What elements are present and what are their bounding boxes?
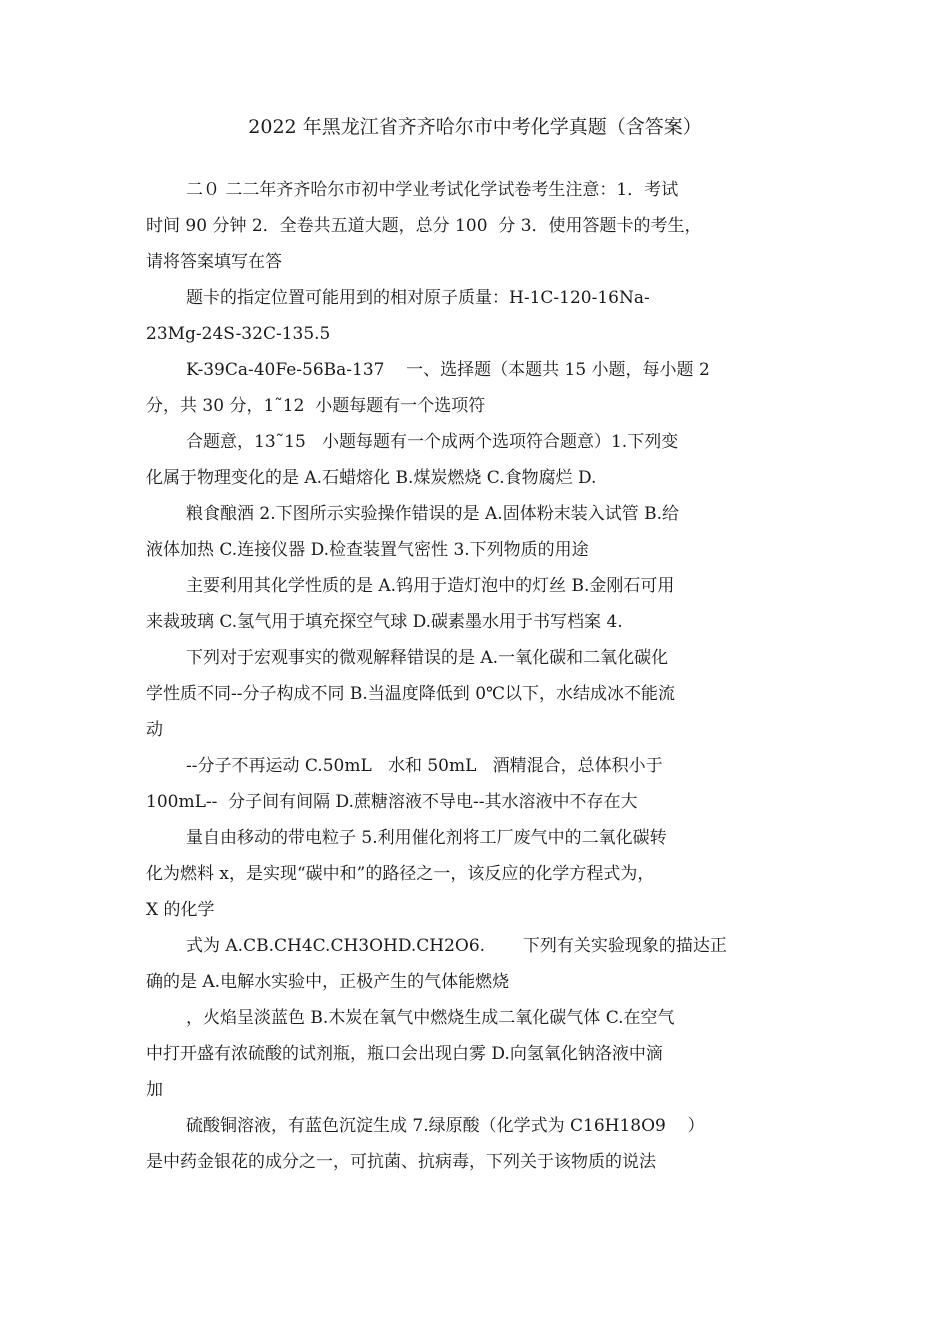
text-line: 粮食酿酒 2.下图所示实验操作错误的是 A.固体粉末装入试管 B.给: [186, 504, 680, 524]
paragraph: [146, 424, 814, 496]
text-line: ，火焰呈淡蓝色 B.木炭在氧气中燃烧生成二氧化碳气体 C.在空气: [186, 1008, 675, 1028]
text-line: 加: [146, 1080, 163, 1100]
document-title: 2022 年黑龙江省齐齐哈尔市中考化学真题（含答案）: [248, 116, 702, 138]
text-line: 式为 A.CB.CH4C.CH3OHD.CH2O6. 下列有关实验现象的描达正: [186, 936, 727, 956]
text-line: 量自由移动的带电粒子 5.利用催化剂将工厂废气中的二氧化碳转: [186, 828, 667, 848]
text-line: 100mL-- 分子间有间隔 D.蔗糖溶液不导电--其水溶液中不存在大: [146, 792, 638, 812]
text-line: 题卡的指定位置可能用到的相对原子质量：H-1C-120-16Na-: [186, 288, 650, 308]
paragraph: [146, 496, 814, 568]
text-line: 分，共 30 分，1˜12 小题每题有一个选项符: [146, 396, 486, 416]
text-line: 学性质不同--分子构成不同 B.当温度降低到 0℃以下，水结成冰不能流: [146, 684, 676, 704]
paragraph: [146, 928, 814, 1000]
text-line: X 的化学: [146, 900, 215, 920]
paragraph: [146, 640, 814, 748]
text-line: 中打开盛有浓硫酸的试剂瓶，瓶口会出现白雾 D.向氢氧化钠洛液中滴: [146, 1044, 663, 1064]
paragraph: [146, 1108, 814, 1180]
paragraph: [146, 172, 814, 280]
text-line: 化属于物理变化的是 A.石蜡熔化 B.煤炭燃烧 C.食物腐烂 D.: [146, 468, 597, 488]
text-line: --分子不再运动 C.50mL 水和 50mL 酒精混合，总体积小于: [186, 756, 663, 776]
text-line: 来裁玻璃 C.氢气用于填充探空气球 D.碳素墨水用于书写档案 4.: [146, 612, 623, 632]
text-line: 下列对于宏观事实的微观解释错误的是 A.一氧化碳和二氧化碳化: [186, 648, 669, 668]
text-line: 请将答案填写在答: [146, 252, 282, 272]
text-line: 二０ 二二年齐齐哈尔市初中学业考试化学试卷考生注意：1．考试: [186, 180, 679, 200]
paragraph: [146, 820, 814, 928]
paragraph: [146, 280, 814, 352]
paragraph: [146, 748, 814, 820]
paragraph: [146, 1000, 814, 1108]
paragraph: [146, 352, 814, 424]
text-line: 液体加热 C.连接仪器 D.检查装置气密性 3.下列物质的用途: [146, 540, 589, 560]
text-line: 动: [146, 720, 163, 740]
text-line: 23Mg-24S-32C-135.5: [146, 324, 331, 344]
text-line: 是中药金银花的成分之一，可抗菌、抗病毒，下列关于该物质的说法: [146, 1152, 656, 1172]
text-line: 时间 90 分钟 2．全卷共五道大题，总分 100 分 3．使用答题卡的考生，: [146, 216, 702, 236]
document-body: [146, 172, 814, 1180]
text-line: 合题意，13˜15 小题每题有一个成两个选项符合题意）1.下列变: [186, 432, 679, 452]
text-line: K-39Ca-40Fe-56Ba-137 一、选择题（本题共 15 小题，每小题 2: [186, 360, 710, 380]
text-line: 硫酸铜溶液，有蓝色沉淀生成 7.绿原酸（化学式为 C16H18O9 ）: [186, 1116, 705, 1136]
text-line: 确的是 A.电解水实验中，正极产生的气体能燃烧: [146, 972, 510, 992]
paragraph: [146, 568, 814, 640]
text-line: 化为燃料 x，是实现“碳中和”的路径之一，该反应的化学方程式为，: [146, 864, 655, 884]
text-line: 主要利用其化学性质的是 A.钨用于造灯泡中的灯丝 B.金刚石可用: [186, 576, 675, 596]
